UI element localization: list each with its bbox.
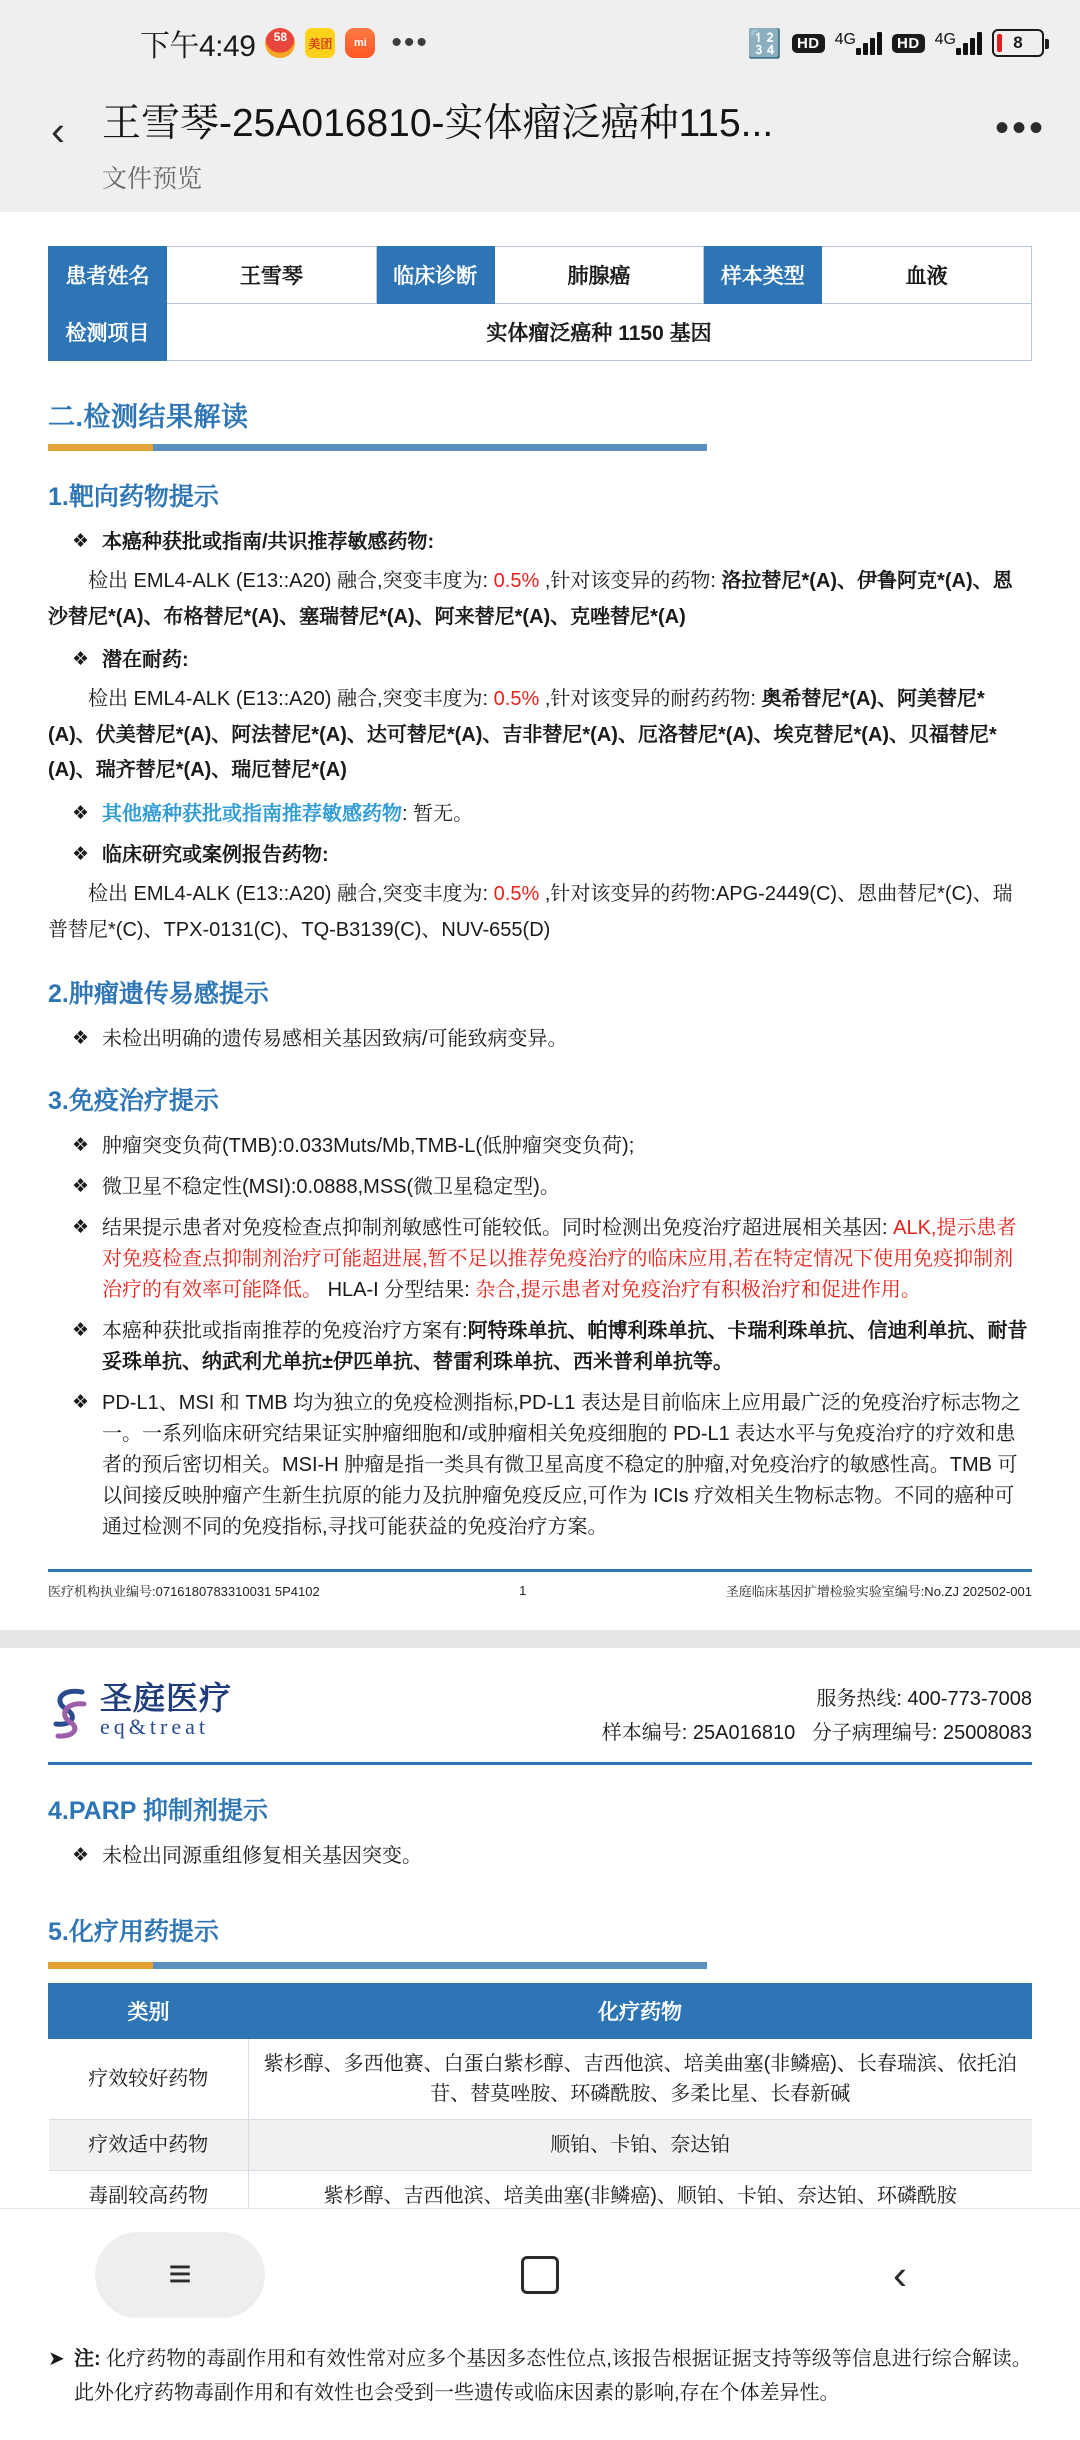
subsection-heading-2: 2.肿瘤遗传易感提示 <box>48 980 269 1009</box>
regimen-drug-list: 阿特珠单抗、帕博利珠单抗、卡瑞利珠单抗、信迪利单抗、耐昔妥珠单抗、纳武利尤单抗±伊匹单抗、替雷利珠单抗、西米普利单抗等。 <box>102 1320 1028 1374</box>
signal-icon-1 <box>835 31 882 55</box>
immune-text-red-1: ALK,提示患者对免疫检查点抑制剂治疗可能超进展,暂不足以推荐免疫治疗的临床应用,若在特定情况下使用免疫抑制剂治疗的有效率可能降低。 <box>102 1217 1017 1302</box>
bullet-text: 未检出明确的遗传易感相关基因致病/可能致病变异。 <box>102 1028 568 1051</box>
app-badge-58-icon: 58 <box>265 28 295 58</box>
label-sample-type: 样本类型 <box>704 247 822 304</box>
label-clinical-diagnosis: 临床诊断 <box>376 247 494 304</box>
document-page-1 <box>0 212 1080 1630</box>
page-2-header <box>48 1682 1032 1765</box>
bullet-text: 肿瘤突变负荷(TMB):0.033Muts/Mb,TMB-L(低肿瘤突变负荷); <box>102 1135 635 1158</box>
app-badge-mi-icon: mi <box>345 28 375 58</box>
page-1-footer <box>48 1569 1032 1600</box>
network-label-1: 4G <box>834 31 856 48</box>
bullet-title: 本癌种获批或指南/共识推荐敏感药物: <box>102 531 435 553</box>
bullet-title: 临床研究或案例报告药物: <box>102 843 329 866</box>
cell-drugs: 紫杉醇、吉西他滨、培美曲塞(非鳞癌)、顺铂、卡铂、奈达铂、环磷酰胺 <box>249 2171 1032 2222</box>
bullet-text: 微卫星不稳定性(MSI):0.0888,MSS(微卫星稳定型)。 <box>102 1176 560 1199</box>
bullet-parp <box>72 1841 1032 1872</box>
label-test-item: 检测项目 <box>49 304 167 361</box>
value-sample-type: 血液 <box>822 247 1032 304</box>
immune-text-black-2: HLA-I 分型结果: <box>327 1279 470 1302</box>
diamond-bullet-icon: ❖ <box>72 1176 90 1198</box>
bullet-text <box>102 799 1032 830</box>
section-rule <box>48 444 707 451</box>
footer-license-number: 医疗机构执业编号:0716180783310031 5P4102 <box>48 1584 320 1600</box>
table-row <box>49 2120 1032 2171</box>
bullet-text <box>102 1213 1032 1306</box>
logo-text <box>100 1682 232 1740</box>
pathology-number: 分子病理编号: 25008083 <box>811 1722 1032 1745</box>
value-clinical-diagnosis: 肺腺癌 <box>494 247 704 304</box>
status-time: 下午4:49 <box>140 30 256 63</box>
cell-category: 疗效较好药物 <box>49 2039 249 2120</box>
bullet-text: PD-L1、MSI 和 TMB 均为独立的免疫检测指标,PD-L1 表达是目前临床上应用最广泛的免疫治疗标志物之一。一系列临床研究结果证实肿瘤细胞和/或肿瘤相关免疫细胞的 PD-L1 表达水平与免疫治疗的疗效和患者的预后密切相关。MSI-H 肿瘤是指一类具有微卫星高度不稳定的肿瘤,对免疫治疗的敏感性高。TMB 可以间接反映肿瘤产生新生抗原的能力及抗肿瘤免疫反应,可作为 ICIs 疗效相关生物标志物。不同的癌种可通过检测不同的免疫指标,寻找可能获益的免疫治疗方案。 <box>102 1392 1021 1539</box>
chemo-note <box>48 2342 1032 2410</box>
bluetooth-icon: 🔢 <box>747 27 782 59</box>
back-chevron-icon: ‹ <box>893 2250 907 2298</box>
service-hotline: 服务热线: 400-773-7008 <box>816 1688 1032 1711</box>
bullet-msi <box>72 1172 1032 1203</box>
diamond-bullet-icon: ❖ <box>72 531 90 552</box>
header-category: 类别 <box>49 1984 249 2039</box>
bullet-value: : 暂无。 <box>402 802 474 825</box>
subsection-heading-3: 3.免疫治疗提示 <box>48 1087 219 1116</box>
bullet-potential-resistance <box>72 645 1032 676</box>
section-heading-2: 二.检测结果解读 <box>48 402 249 432</box>
bullet-text <box>102 1316 1032 1378</box>
drug-list: 奥希替尼*(A)、阿美替尼*(A)、伏美替尼*(A)、阿法替尼*(A)、达可替尼*(A)、吉非替尼*(A)、厄洛替尼*(A)、埃克替尼*(A)、贝福替尼*(A)、瑞齐替尼*(A)、瑞厄替尼*(A) <box>48 688 997 782</box>
footer-page-number: 1 <box>519 1583 527 1599</box>
subsection-heading-1: 1.靶向药物提示 <box>48 483 219 511</box>
status-bar-right <box>747 27 1044 60</box>
nav-back-button[interactable] <box>815 2232 985 2318</box>
page-separator <box>0 1630 1080 1648</box>
immune-text-black-1: 结果提示患者对免疫检查点抑制剂敏感性可能较低。同时检测出免疫治疗超进展相关基因: <box>102 1217 888 1240</box>
diamond-bullet-icon: ❖ <box>72 1135 90 1157</box>
signal-icon-2 <box>935 31 982 55</box>
vaf-value: 0.5% <box>493 688 540 711</box>
menu-icon: ≡ <box>168 2252 192 2296</box>
note-label: 注: <box>74 2348 101 2371</box>
home-square-icon <box>521 2256 559 2294</box>
detection-mid: ,针对该变异的药物:APG-2449(C)、恩曲替尼*(C)、瑞普替尼*(C)、TPX-0131(C)、TQ-B3139(C)、NUV-655(D) <box>48 882 1013 941</box>
diamond-bullet-icon: ❖ <box>72 843 90 865</box>
hd-icon-1: HD <box>792 34 825 53</box>
immune-text-red-2: 杂合,提示患者对免疫治疗有积极治疗和促进作用。 <box>475 1279 921 1302</box>
header-drugs: 化疗药物 <box>249 1984 1032 2039</box>
battery-icon <box>992 29 1044 57</box>
table-row <box>49 304 1032 361</box>
network-label-2: 4G <box>934 31 956 48</box>
app-badge-meituan-icon: 美团 <box>305 28 335 58</box>
status-overflow-icon: ••• <box>391 26 429 59</box>
page-subtitle: 文件预览 <box>102 164 203 193</box>
diamond-bullet-icon: ❖ <box>72 1217 90 1239</box>
bullet-title: 其他癌种获批或指南推荐敏感药物 <box>102 802 402 825</box>
cell-category: 毒副较高药物 <box>49 2171 249 2222</box>
detection-prefix: 检出 EML4-ALK (E13::A20) 融合,突变丰度为: <box>88 882 489 905</box>
label-patient-name: 患者姓名 <box>49 247 167 304</box>
detection-mid: ,针对该变异的药物: <box>544 570 716 592</box>
table-header-row <box>49 1984 1032 2039</box>
note-body <box>74 2342 1032 2410</box>
vaf-value: 0.5% <box>493 882 540 905</box>
bullet-immune-regimens <box>72 1316 1032 1378</box>
bullet-other-cancer-drugs <box>72 799 1032 830</box>
drug-list: 洛拉替尼*(A)、伊鲁阿克*(A)、恩沙替尼*(A)、布格替尼*(A)、塞瑞替尼*(A)、阿来替尼*(A)、克唑替尼*(A) <box>48 570 1013 628</box>
bullet-approved-sensitive-drugs <box>72 527 1032 558</box>
logo-english-name: eq&treat <box>100 1714 209 1740</box>
nav-home-button[interactable] <box>455 2232 625 2318</box>
system-nav-bar <box>0 2208 1080 2340</box>
app-bar <box>0 86 1080 212</box>
footer-lab-number: 圣庭临床基因扩增检验实验室编号:No.ZJ 202502-001 <box>725 1584 1032 1600</box>
cell-drugs: 紫杉醇、多西他赛、白蛋白紫杉醇、吉西他滨、培美曲塞(非鳞癌)、长春瑞滨、依托泊苷、替莫唑胺、环磷酰胺、多柔比星、长春新碱 <box>249 2039 1032 2120</box>
page-2-meta <box>602 1682 1032 1750</box>
patient-info-table <box>48 246 1032 361</box>
regimen-prefix: 本癌种获批或指南推荐的免疫治疗方案有: <box>102 1320 468 1343</box>
more-options-button[interactable]: ••• <box>994 106 1046 150</box>
diamond-bullet-icon: ❖ <box>72 649 90 671</box>
vaf-value: 0.5% <box>493 570 540 592</box>
logo-mark-icon <box>48 1682 94 1744</box>
subsection-heading-5: 5.化疗用药提示 <box>48 1918 219 1947</box>
sample-meta-row <box>602 1716 1032 1750</box>
diamond-bullet-icon: ❖ <box>72 1845 90 1867</box>
bullet-biomarker-explanation <box>72 1388 1032 1543</box>
battery-level: 8 <box>1013 33 1023 52</box>
bullet-clinical-trial-drugs <box>72 840 1032 871</box>
back-button-icon[interactable]: ‹ <box>51 107 65 154</box>
diamond-bullet-icon: ❖ <box>72 1392 90 1414</box>
value-patient-name: 王雪琴 <box>167 247 377 304</box>
logo-chinese-name: 圣庭医疗 <box>100 1680 233 1717</box>
paragraph-clinical-trial <box>48 877 1032 948</box>
company-logo <box>48 1682 232 1744</box>
cell-category: 疗效适中药物 <box>49 2120 249 2171</box>
app-bar-titles <box>82 100 976 195</box>
document-viewer[interactable] <box>0 212 1080 2440</box>
hd-icon-2: HD <box>892 34 925 53</box>
diamond-bullet-icon: ❖ <box>72 1320 90 1342</box>
nav-recents-button[interactable] <box>95 2232 265 2318</box>
paragraph-resistance <box>48 682 1032 789</box>
page-title: 王雪琴-25A016810-实体瘤泛癌种115... <box>102 102 774 145</box>
value-test-item: 实体瘤泛癌种 1150 基因 <box>167 304 1032 361</box>
status-bar <box>0 0 1080 86</box>
note-text: 化疗药物的毒副作用和有效性常对应多个基因多态性位点,该报告根据证据支持等级等信息进行综合解读。此外化疗药物毒副作用和有效性也会受到一些遗传或临床因素的影响,存在个体差异性。 <box>74 2348 1032 2405</box>
paragraph-approved-sensitive <box>48 564 1032 635</box>
detection-mid: ,针对该变异的耐药药物: <box>544 688 756 711</box>
subsection-heading-4: 4.PARP 抑制剂提示 <box>48 1797 268 1826</box>
table-row <box>49 2039 1032 2120</box>
bullet-hereditary <box>72 1024 1032 1055</box>
bullet-title: 潜在耐药: <box>102 649 189 672</box>
cell-drugs: 顺铂、卡铂、奈达铂 <box>249 2120 1032 2171</box>
arrow-bullet-icon: ➤ <box>48 2348 65 2371</box>
table-row <box>49 247 1032 304</box>
section-rule-2 <box>48 1962 707 1969</box>
bullet-tmb <box>72 1131 1032 1162</box>
diamond-bullet-icon: ❖ <box>72 1028 90 1050</box>
diamond-bullet-icon: ❖ <box>72 802 90 824</box>
status-bar-left <box>140 21 429 65</box>
bullet-text: 未检出同源重组修复相关基因突变。 <box>102 1845 422 1868</box>
detection-prefix: 检出 EML4-ALK (E13::A20) 融合,突变丰度为: <box>88 570 489 592</box>
sample-number: 样本编号: 25A016810 <box>601 1722 796 1745</box>
detection-prefix: 检出 EML4-ALK (E13::A20) 融合,突变丰度为: <box>88 688 489 711</box>
bullet-immune-interpretation <box>72 1213 1032 1306</box>
